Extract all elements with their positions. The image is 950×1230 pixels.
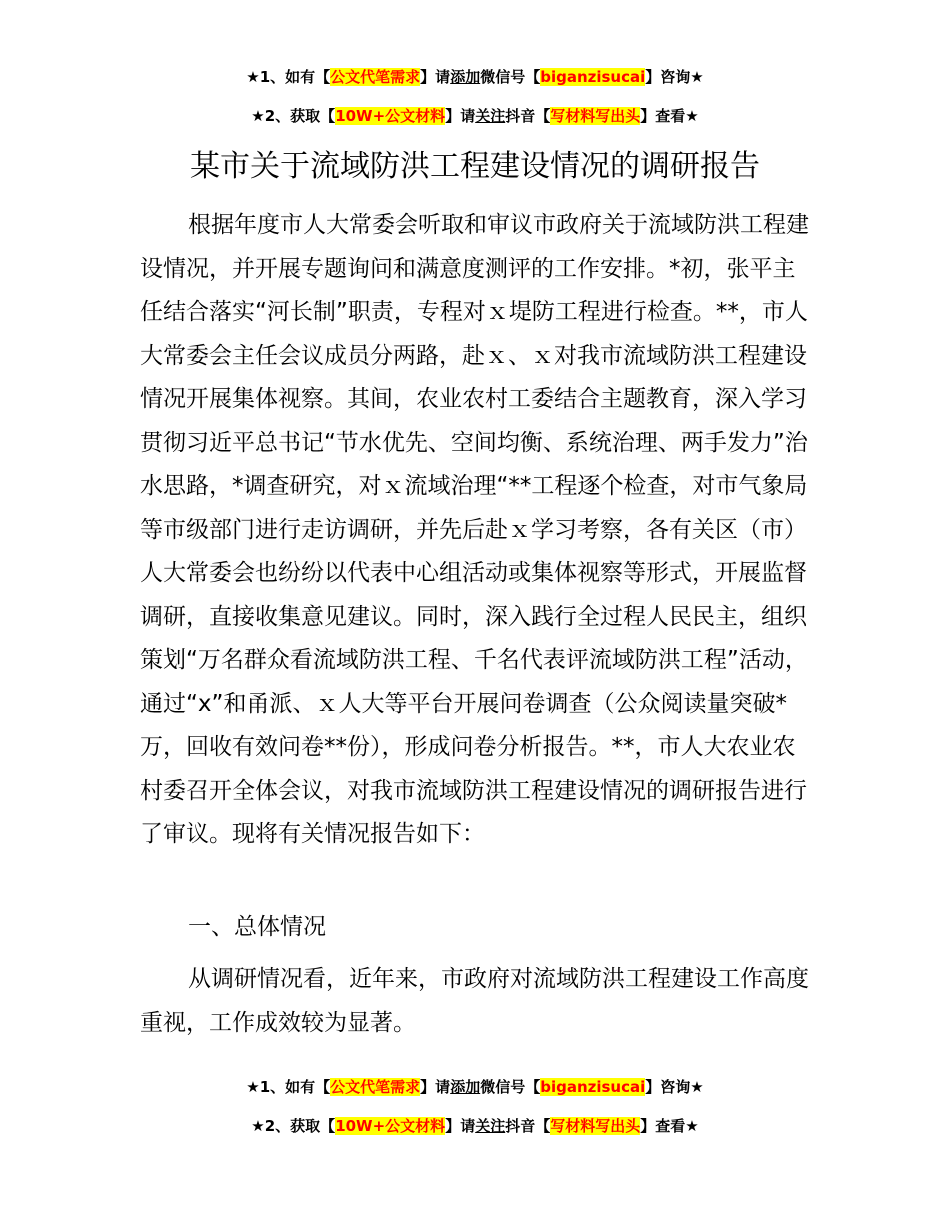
banner-highlight-wechat-id: biganzisucai [540,1078,646,1096]
promo-banner-line-2-bottom [0,1115,950,1137]
banner-highlight-materials: 10W+公文材料 [335,1117,446,1135]
promo-banner-line-1-bottom [0,1076,950,1098]
banner-emphasis: 关注 [475,1117,506,1135]
section-heading-overview: 一、总体情况 [188,914,326,940]
banner-emphasis: 添加 [450,1078,481,1096]
banner-prefix: ★1、如有【 [246,1078,331,1096]
banner-text: 】请 [420,68,451,86]
banner-prefix: ★2、获取【 [251,107,336,125]
banner-highlight-materials: 10W+公文材料 [335,107,446,125]
banner-emphasis: 关注 [475,107,506,125]
promo-banner-line-2-top [0,105,950,127]
banner-highlight-service: 公文代笔需求 [330,68,421,86]
body-paragraph-overview: 从调研情况看，近年来，市政府对流域防洪工程建设工作高度重视，工作成效较为显著。 [140,966,809,1036]
banner-suffix: 】咨询★ [645,1078,704,1096]
banner-text: 】请 [445,1117,476,1135]
banner-text: 微信号【 [480,68,541,86]
banner-suffix: 】查看★ [640,1117,699,1135]
banner-highlight-wechat-id: biganzisucai [540,68,646,86]
banner-suffix: 】咨询★ [645,68,704,86]
banner-highlight-douyin: 写材料写出头 [550,107,641,125]
document-title: 某市关于流域防洪工程建设情况的调研报告 [190,149,760,184]
banner-prefix: ★1、如有【 [246,68,331,86]
banner-text: 微信号【 [480,1078,541,1096]
banner-text: 抖音【 [505,107,551,125]
banner-text: 】请 [445,107,476,125]
banner-emphasis: 添加 [450,68,481,86]
banner-highlight-douyin: 写材料写出头 [550,1117,641,1135]
promo-banner-line-1-top [0,66,950,88]
banner-suffix: 】查看★ [640,107,699,125]
banner-text: 抖音【 [505,1117,551,1135]
body-paragraph-intro: 根据年度市人大常委会听取和审议市政府关于流域防洪工程建设情况，并开展专题询问和满意度测评的工作安排。*初，张平主任结合落实“河长制”职责，专程对ｘ堤防工程进行检查。**，市人大常委会主任会议成员分两路，赴ｘ、ｘ对我市流域防洪工程建设情况开展集体视察。其间，农业农村工委结合主题教育，深入学习贯彻习近平总书记“节水优先、空间均衡、系统治理、两手发力”治水思路，*调查研究，对ｘ流域治理“**工程逐个检查，对市气象局等市级部门进行走访调研，并先后赴ｘ学习考察，各有关区（市）人大常委会也纷纷以代表中心组活动或集体视察等形式，开展监督调研，直接收集意见建议。同时，深入践行全过程人民民主，组织策划“万名群众看流域防洪工程、千名代表评流域防洪工程”活动，通过“x”和甬派、ｘ人大等平台开展问卷调查（公众阅读量突破*万，回收有效问卷**份），形成问卷分析报告。**，市人大农业农村委召开全体会议，对我市流域防洪工程建设情况的调研报告进行了审议。现将有关情况报告如下： [140,212,809,847]
banner-highlight-service: 公文代笔需求 [330,1078,421,1096]
banner-prefix: ★2、获取【 [251,1117,336,1135]
banner-text: 】请 [420,1078,451,1096]
